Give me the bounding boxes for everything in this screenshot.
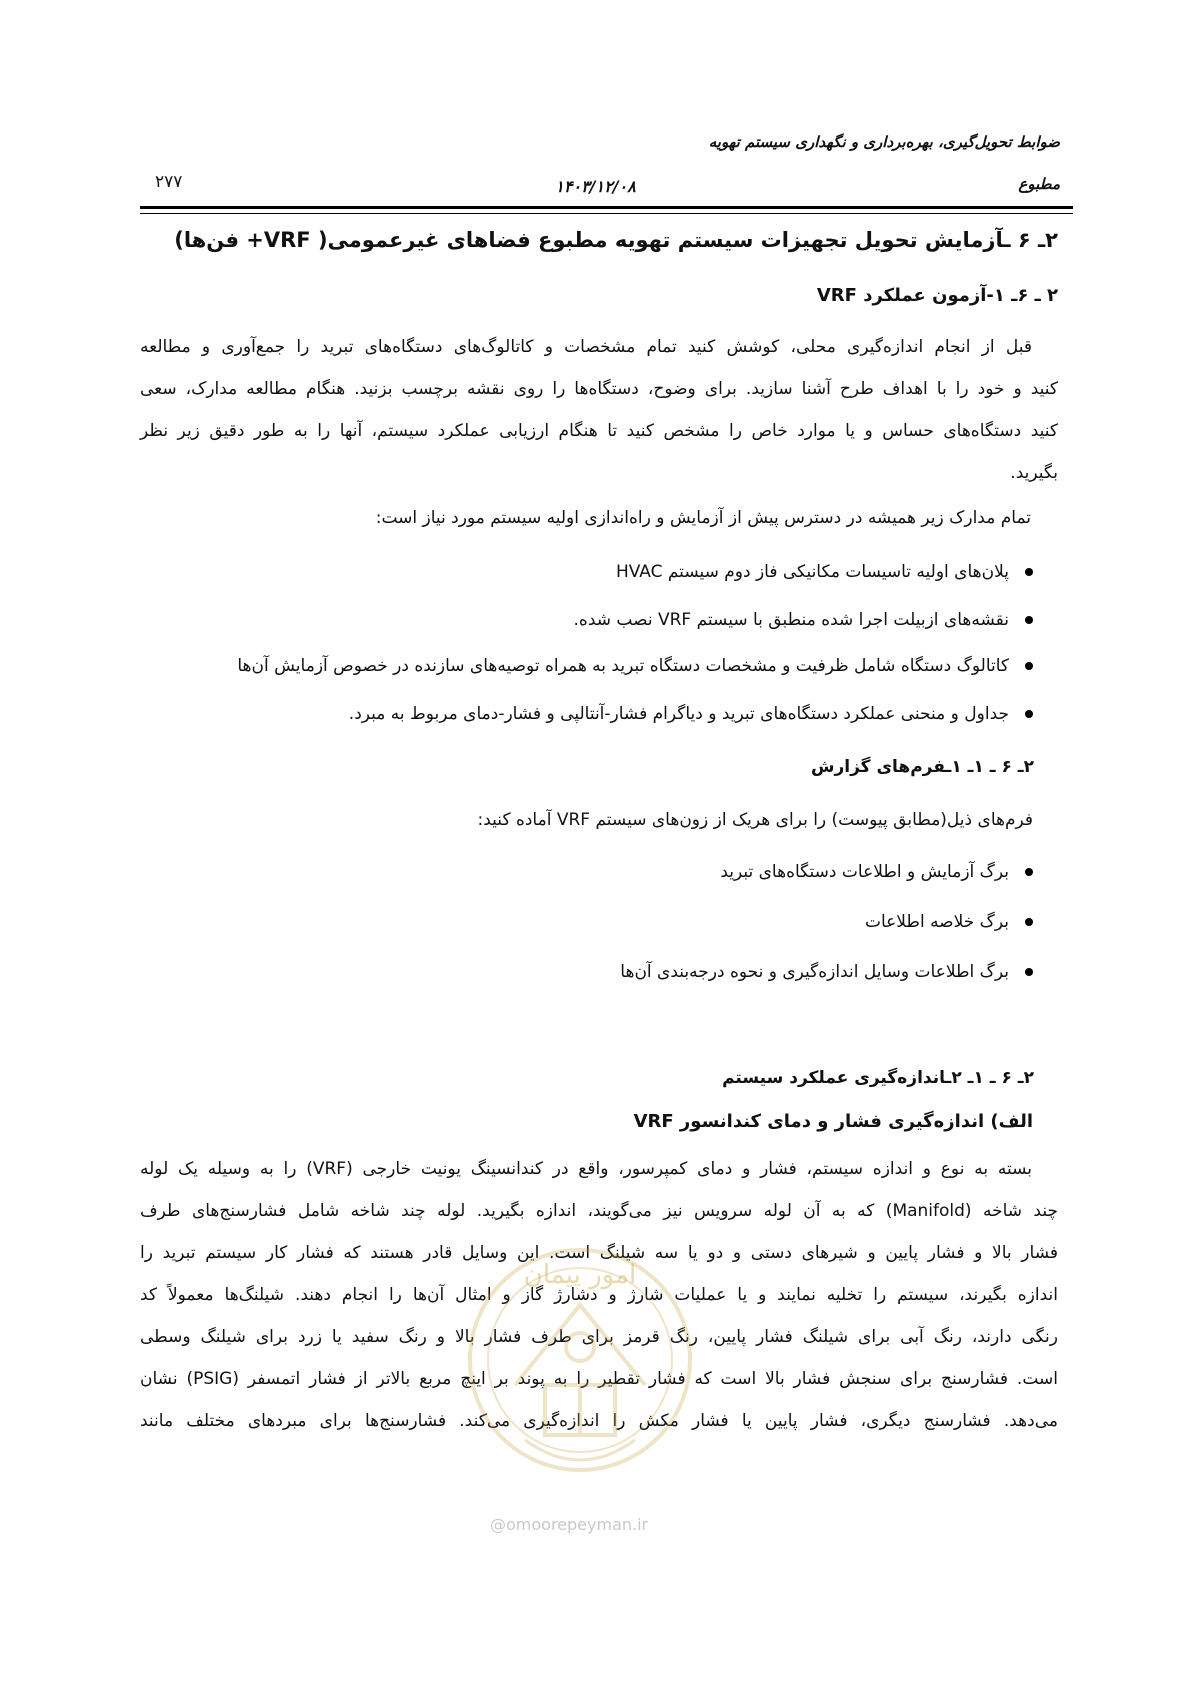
list-item-text: برگ اطلاعات وسایل اندازه‌گیری و نحوه درجه‌بندی آن‌ها [620, 962, 1009, 982]
list-item-text: نقشه‌های ازبیلت اجرا شده منطبق با سیستم VRF نصب شده. [573, 610, 1009, 630]
header-rule-thin [140, 213, 1073, 214]
list-item [616, 562, 1033, 582]
list-item-text: برگ آزمایش و اطلاعات دستگاه‌های تبرید [720, 862, 1009, 882]
list-item-text: برگ خلاصه اطلاعات [864, 912, 1009, 932]
paragraph-line: می‌دهد. فشارسنج دیگری، فشار پایین یا فشار مکش را اندازه‌گیری می‌کند. فشارسنج‌ها برای مبردهای مختلف مانند [140, 1411, 1058, 1431]
paragraph-line: کنید دستگاه‌های حساس و یا موارد خاص را مشخص کنید تا هنگام ارزیابی عملکرد سیستم، آنها را به طور دقیق زیر نظر [140, 421, 1058, 441]
list-item [620, 962, 1033, 982]
header-date: ۱۴۰۳/۱۲/۰۸ [555, 177, 636, 196]
paragraph-line: اندازه بگیرند، سیستم را تخلیه نمایند و یا عملیات شارژ و دشارژ گاز و امثال آن‌ها را انجام دهند. شیلنگ‌ها معمولاً کد [140, 1285, 1058, 1305]
svg-text:امور پیمان: امور پیمان [523, 1260, 637, 1290]
list-item [865, 912, 1033, 932]
bullet-icon [1025, 968, 1033, 976]
list-item [237, 656, 1033, 676]
bullet-icon [1025, 868, 1033, 876]
list-item-text: پلان‌های اولیه تاسیسات مکانیکی فاز دوم سیستم HVAC [615, 562, 1009, 582]
bullet-icon [1025, 568, 1033, 576]
section-1-paragraph [140, 326, 1058, 494]
documents-lead: تمام مدارک زیر همیشه در دسترس پیش از آزمایش و راه‌اندازی اولیه سیستم مورد نیاز است: [375, 508, 1031, 528]
main-heading: ۲ـ ۶ ـآزمایش تحویل تجهیزات سیستم تهویه مطبوع فضاهای غیرعمومی( VRF+ فن‌ها) [174, 228, 1058, 252]
paragraph-line: قبل از انجام اندازه‌گیری محلی، کوشش کنید تمام مشخصات و کاتالوگ‌های دستگاه‌های تبرید را جمع‌آوری و مطالعه [140, 337, 1032, 357]
section-heading-performance-measurement: ۲ـ ۶ ـ ۱ـ ۲ـاندازه‌گیری عملکرد سیستم [722, 1068, 1034, 1088]
forms-lead: فرم‌های ذیل(مطابق پیوست) را برای هریک از زون‌های سیستم VRF آماده کنید: [477, 810, 1033, 830]
list-item [720, 862, 1033, 882]
section-heading-vrf-test: ۲ ـ ۶ـ ۱-آزمون عملکرد VRF [816, 285, 1058, 306]
running-header-subtitle: مطبوع [1018, 175, 1060, 193]
running-header-title: ضوابط تحویل‌گیری، بهره‌برداری و نگهداری سیستم تهویه [708, 133, 1060, 151]
paragraph-line: فشار بالا و فشار پایین و شیرهای دستی و دو یا سه شیلنگ است. این وسایل قادر هستند که فشار کار سیستم تبرید را [140, 1243, 1058, 1263]
section-1-2-paragraph [140, 1148, 1058, 1442]
subheading-condenser: الف) اندازه‌گیری فشار و دمای کندانسور VRF [633, 1111, 1033, 1132]
section-heading-report-forms: ۲ـ ۶ ـ ۱ـ ۱ـفرم‌های گزارش [811, 757, 1034, 777]
paragraph-line: بگیرید. [1010, 463, 1058, 483]
list-item-text: جداول و منحنی عملکرد دستگاه‌های تبرید و دیاگرام فشار-آنتالپی و فشار-دمای مربوط به مبرد. [348, 704, 1009, 724]
bullet-icon [1025, 918, 1033, 926]
paragraph-line: رنگی دارند، رنگ آبی برای شیلنگ فشار پایین، رنگ قرمز برای طرف فشار بالا و رنگ سفید یا زرد برای شیلنگ وسطی [140, 1327, 1058, 1347]
page-number: ۲۷۷ [155, 172, 183, 192]
list-item [574, 610, 1033, 630]
bullet-icon [1025, 710, 1033, 718]
list-item [349, 704, 1033, 724]
paragraph-line: کنید و خود را با اهداف طرح آشنا سازید. برای وضوح، دستگاه‌ها را روی نقشه برچسب بزنید. هنگام مطالعه مدارک، سعی [140, 379, 1058, 399]
paragraph-line: است. فشارسنج برای سنجش فشار بالا است که فشار تقطیر را به پوند بر اینچ مربع بالاتر از فشار اتمسفر (PSIG) نشان [140, 1369, 1058, 1389]
bullet-icon [1025, 662, 1033, 670]
list-item-text: کاتالوگ دستگاه شامل ظرفیت و مشخصات دستگاه تبرید به همراه توصیه‌های سازنده در خصوص آزمایش آن‌ها [237, 656, 1009, 676]
watermark-site: @omoorepeyman.ir [490, 1515, 649, 1534]
paragraph-line: چند شاخه (Manifold) که به آن لوله سرویس نیز می‌گویند، اندازه بگیرید. لوله چند شاخه شامل فشارسنج‌های طرف [140, 1201, 1058, 1221]
header-rule-thick [140, 206, 1073, 209]
paragraph-line: بسته به نوع و اندازه سیستم، فشار و دمای کمپرسور، واقع در کندانسینگ یونیت خارجی (VRF) را به وسیله یک لوله [140, 1159, 1032, 1179]
bullet-icon [1025, 616, 1033, 624]
